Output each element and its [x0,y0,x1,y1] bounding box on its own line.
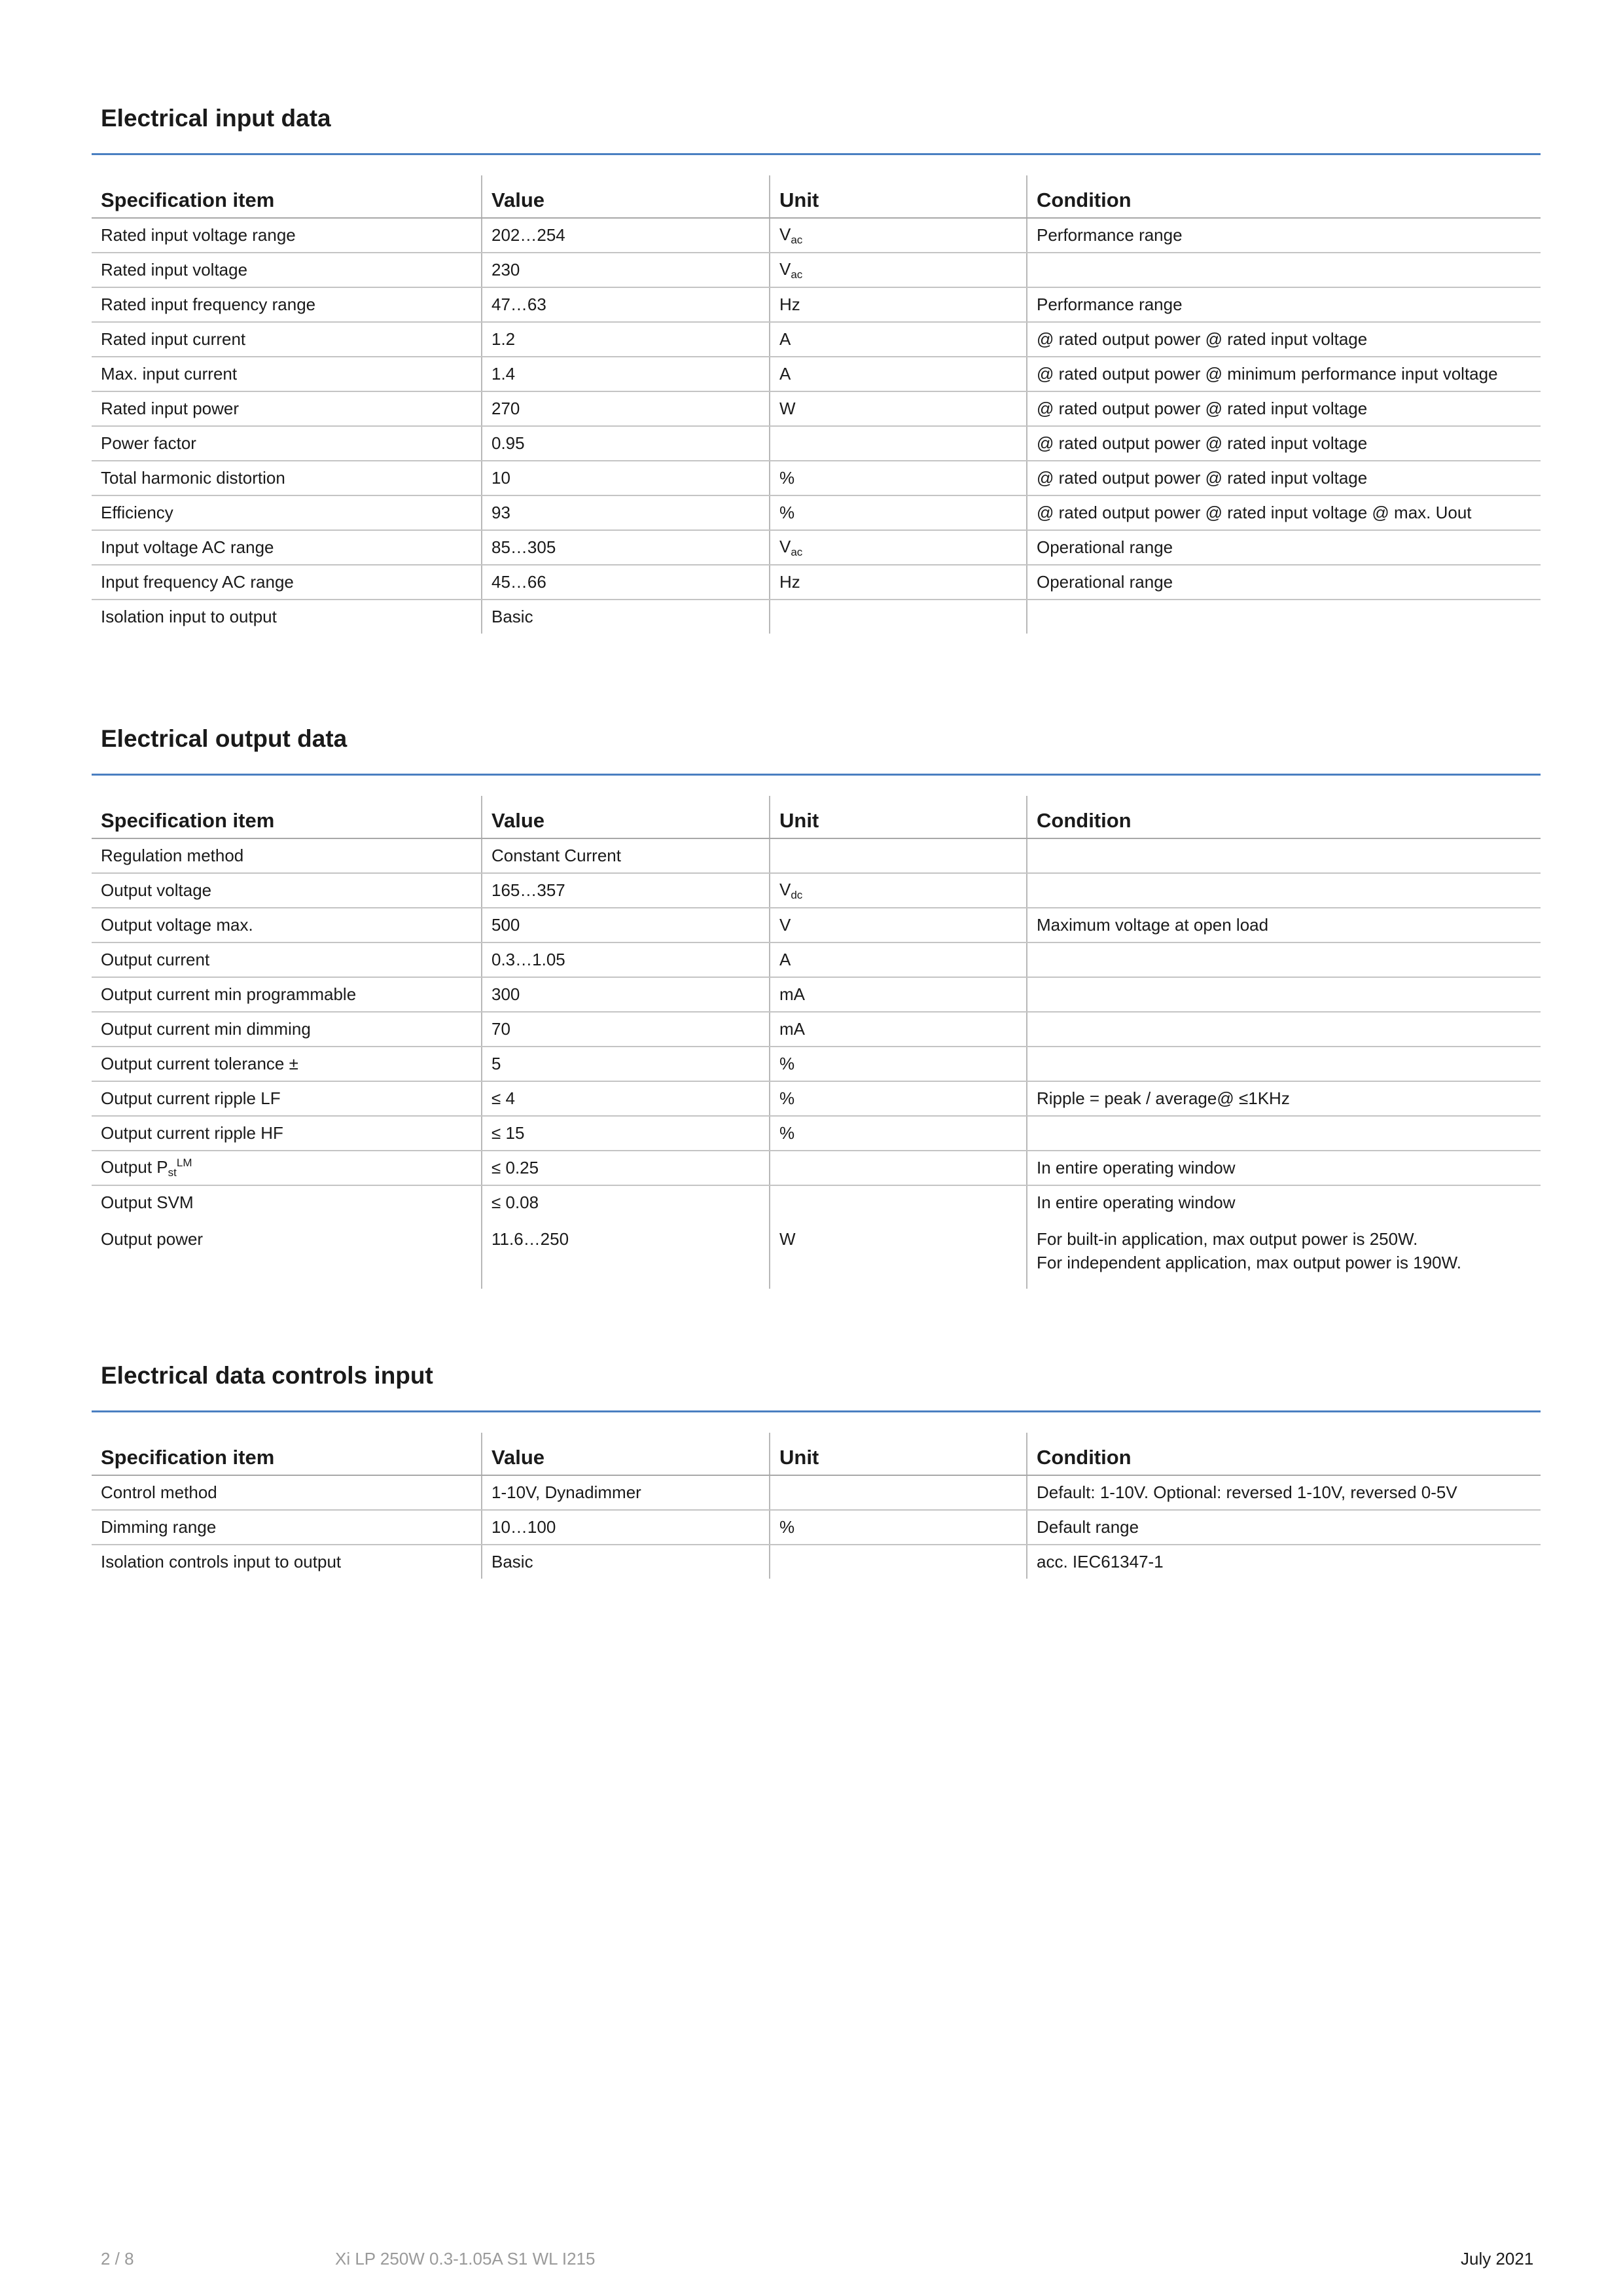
table-row [92,1475,1541,1510]
cell-unit [770,977,1027,1012]
footer-date: July 2021 [1461,2249,1534,2269]
cell-value: 93 [482,495,770,530]
cell-condition: Performance range [1027,287,1541,322]
table-header-row [92,1433,1541,1475]
cell-item [92,1047,482,1081]
unit-text: W [779,399,796,418]
cell-condition: In entire operating window [1027,1185,1541,1219]
item-text: Rated input voltage [101,260,248,279]
cell-item [92,1012,482,1047]
item-text: Rated input current [101,329,246,349]
section-divider [92,1410,1541,1412]
cell-value: Basic [482,1545,770,1579]
unit-text: % [779,1517,795,1537]
cell-unit [770,1545,1027,1579]
cell-unit [770,287,1027,322]
header-value: Value [482,1433,770,1475]
table-row [92,1510,1541,1545]
cell-item [92,873,482,908]
header-condition: Condition [1027,1433,1541,1475]
item-text: Rated input voltage range [101,225,296,245]
item-text: Output P [101,1157,168,1177]
cell-unit [770,942,1027,977]
table-row [92,1185,1541,1219]
cell-condition [1027,942,1541,977]
cell-item [92,253,482,287]
cell-value: ≤ 0.08 [482,1185,770,1219]
header-item: Specification item [92,175,482,218]
cell-value: ≤ 4 [482,1081,770,1116]
cell-item [92,461,482,495]
cell-unit [770,426,1027,461]
output-power-body [92,1219,1541,1289]
cell-item [92,495,482,530]
header-unit: Unit [770,796,1027,838]
item-text: Regulation method [101,846,244,865]
unit-subscript: dc [791,888,803,901]
cell-condition [1027,977,1541,1012]
cell-item [92,426,482,461]
cell-item [92,977,482,1012]
table-row [92,977,1541,1012]
cell-condition: Default range [1027,1510,1541,1545]
table-row [92,1047,1541,1081]
table-row [92,218,1541,253]
table-row [92,908,1541,942]
unit-subscript: ac [791,268,803,281]
item-text: Output voltage [101,880,212,900]
cell-unit [770,1116,1027,1151]
table-row [92,530,1541,565]
header-value: Value [482,796,770,838]
cell-value: 300 [482,977,770,1012]
cell-value: ≤ 15 [482,1116,770,1151]
unit-text: V [779,536,791,556]
controls-spec-table [92,1433,1541,1579]
cell-item [92,287,482,322]
cell-condition: Operational range [1027,565,1541,600]
item-text: Input frequency AC range [101,572,294,592]
section-title: Electrical output data [101,725,348,752]
cell-unit [770,391,1027,426]
cell-item [92,391,482,426]
cell-unit [770,530,1027,565]
cell-value: 1.4 [482,357,770,391]
item-text: Total harmonic distortion [101,468,285,488]
item-text: Isolation controls input to output [101,1552,342,1571]
table-row [92,253,1541,287]
header-condition: Condition [1027,796,1541,838]
header-value: Value [482,175,770,218]
cell-condition [1027,1219,1541,1289]
cell-condition: @ rated output power @ rated input voltage [1027,322,1541,357]
table-row [92,426,1541,461]
item-text: Output SVM [101,1193,194,1212]
cell-unit [770,600,1027,634]
cell-value: 5 [482,1047,770,1081]
cell-condition: @ rated output power @ rated input voltage [1027,426,1541,461]
section-divider [92,774,1541,776]
header-item: Specification item [92,1433,482,1475]
header-condition: Condition [1027,175,1541,218]
cell-item [92,908,482,942]
cell-condition: @ rated output power @ rated input voltage [1027,391,1541,426]
cell-unit [770,1047,1027,1081]
section-title: Electrical input data [101,105,331,132]
item-subscript: st [168,1166,177,1179]
cell-unit [770,495,1027,530]
cell-condition: In entire operating window [1027,1151,1541,1185]
cell-condition [1027,600,1541,634]
cell-unit [770,873,1027,908]
unit-text: % [779,1123,795,1143]
condition-line: For independent application, max output power is 190W. [1037,1253,1461,1272]
cell-item [92,1081,482,1116]
cell-item [92,1510,482,1545]
unit-text: V [779,259,791,279]
cell-unit [770,218,1027,253]
item-superscript: LM [176,1157,192,1169]
unit-text: A [779,364,791,384]
header-unit: Unit [770,175,1027,218]
cell-value: 47…63 [482,287,770,322]
cell-item [92,218,482,253]
table-row [92,1081,1541,1116]
table-row [92,357,1541,391]
section-title: Electrical data controls input [101,1362,433,1389]
unit-text: Hz [779,295,800,314]
cell-unit [770,838,1027,873]
item-text: Output current min programmable [101,984,357,1004]
cell-value: 202…254 [482,218,770,253]
unit-text: A [779,950,791,969]
table-row [92,600,1541,634]
cell-condition [1027,1047,1541,1081]
cell-condition: Performance range [1027,218,1541,253]
cell-value: 70 [482,1012,770,1047]
input-table-body [92,218,1541,634]
cell-value: 85…305 [482,530,770,565]
item-text: Output current tolerance ± [101,1054,298,1073]
cell-condition: Operational range [1027,530,1541,565]
condition-line: For built-in application, max output power is 250W. [1037,1229,1418,1249]
table-row [92,461,1541,495]
output-spec-table [92,796,1541,1289]
table-row [92,322,1541,357]
cell-value: 11.6…250 [482,1219,770,1289]
table-row [92,565,1541,600]
item-text: Output current ripple HF [101,1123,283,1143]
cell-item [92,942,482,977]
cell-unit [770,1185,1027,1219]
cell-condition: Ripple = peak / average@ ≤1KHz [1027,1081,1541,1116]
input-spec-table [92,175,1541,634]
cell-item [92,322,482,357]
table-row [92,1545,1541,1579]
table-header-row [92,175,1541,218]
cell-condition: Maximum voltage at open load [1027,908,1541,942]
item-text: Rated input power [101,399,240,418]
cell-unit: W [770,1219,1027,1289]
unit-text: V [779,224,791,244]
cell-item [92,530,482,565]
table-row [92,942,1541,977]
item-text: Power factor [101,433,196,453]
cell-value: Basic [482,600,770,634]
cell-value: 10…100 [482,1510,770,1545]
cell-item [92,1185,482,1219]
cell-value: 0.95 [482,426,770,461]
cell-value: 10 [482,461,770,495]
table-row [92,1116,1541,1151]
item-text: Max. input current [101,364,238,384]
unit-text: mA [779,1019,805,1039]
table-row [92,287,1541,322]
cell-condition [1027,1012,1541,1047]
cell-value: 0.3…1.05 [482,942,770,977]
unit-subscript: ac [791,233,803,246]
cell-value: 45…66 [482,565,770,600]
item-text: Efficiency [101,503,173,522]
cell-value: 270 [482,391,770,426]
cell-condition: Default: 1-10V. Optional: reversed 1-10V, reversed 0-5V [1027,1475,1541,1510]
controls-table-body [92,1475,1541,1579]
footer-page-number: 2 / 8 [101,2249,134,2269]
table-row [92,838,1541,873]
table-row [92,1151,1541,1185]
cell-value: 230 [482,253,770,287]
cell-value: 1-10V, Dynadimmer [482,1475,770,1510]
unit-subscript: ac [791,545,803,558]
cell-item [92,565,482,600]
cell-unit [770,1510,1027,1545]
cell-value: 1.2 [482,322,770,357]
item-text: Input voltage AC range [101,537,274,557]
unit-text: Hz [779,572,800,592]
cell-unit [770,565,1027,600]
unit-text: % [779,468,795,488]
item-text: Output current ripple LF [101,1088,281,1108]
cell-condition [1027,838,1541,873]
cell-unit [770,357,1027,391]
cell-unit [770,461,1027,495]
unit-text: % [779,1088,795,1108]
unit-text: V [779,915,791,935]
cell-unit [770,908,1027,942]
header-item: Specification item [92,796,482,838]
cell-unit [770,1081,1027,1116]
cell-unit [770,1012,1027,1047]
table-row [92,495,1541,530]
header-unit: Unit [770,1433,1027,1475]
item-text: Output voltage max. [101,915,253,935]
cell-condition: @ rated output power @ minimum performance input voltage [1027,357,1541,391]
table-header-row [92,796,1541,838]
cell-item: Output power [101,1229,204,1249]
cell-item [92,1475,482,1510]
cell-value: 500 [482,908,770,942]
item-text: Control method [101,1482,217,1502]
footer-product-name: Xi LP 250W 0.3-1.05A S1 WL I215 [335,2249,596,2269]
cell-item [92,600,482,634]
item-text: Output current [101,950,210,969]
table-row [92,391,1541,426]
cell-item [92,1151,482,1185]
unit-text: % [779,1054,795,1073]
output-table-body [92,838,1541,1219]
item-text: Dimming range [101,1517,217,1537]
cell-condition: acc. IEC61347-1 [1027,1545,1541,1579]
item-text: Output current min dimming [101,1019,311,1039]
cell-condition [1027,253,1541,287]
item-text: Rated input frequency range [101,295,316,314]
unit-text: A [779,329,791,349]
cell-unit [770,1151,1027,1185]
table-row [92,873,1541,908]
cell-item [92,838,482,873]
table-row [92,1219,1541,1289]
cell-unit [770,322,1027,357]
cell-value: 165…357 [482,873,770,908]
cell-unit [770,253,1027,287]
unit-text: % [779,503,795,522]
cell-item [92,1545,482,1579]
cell-condition: @ rated output power @ rated input voltage @ max. Uout [1027,495,1541,530]
cell-condition: @ rated output power @ rated input voltage [1027,461,1541,495]
item-text: Isolation input to output [101,607,277,626]
cell-condition [1027,873,1541,908]
unit-text: V [779,879,791,899]
cell-condition [1027,1116,1541,1151]
cell-unit [770,1475,1027,1510]
cell-item [92,357,482,391]
cell-item [92,1116,482,1151]
cell-value: Constant Current [482,838,770,873]
table-row [92,1012,1541,1047]
cell-value: ≤ 0.25 [482,1151,770,1185]
unit-text: mA [779,984,805,1004]
section-divider [92,153,1541,155]
